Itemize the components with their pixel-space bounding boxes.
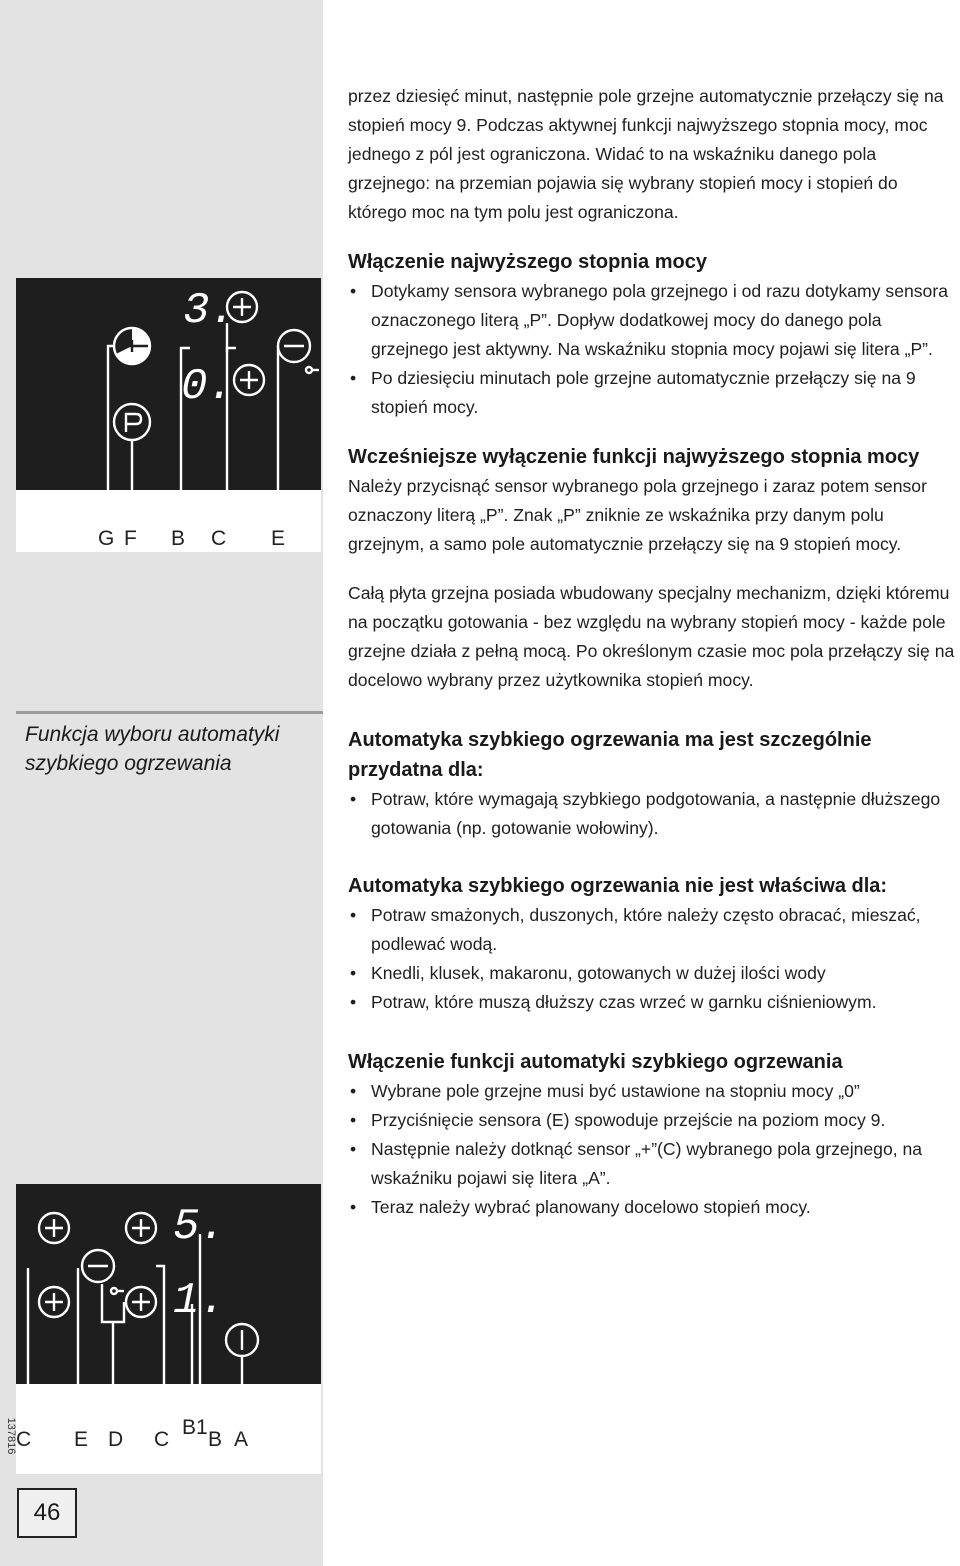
section-suitable-for: [348, 725, 956, 843]
power-level-digit-top: 5.: [173, 1202, 226, 1252]
bullet-list: [348, 901, 956, 1017]
list-item: • Potraw, które wymagają szybkiego podgotowania, a następnie dłuższego gotowania (np. gotowanie wołowiny).: [348, 785, 956, 843]
label-b: B: [208, 1428, 223, 1451]
list-item: • Dotykamy sensora wybranego pola grzejnego i od razu dotykamy sensora oznaczonego literą „P”. Dopływ dodatkowej mocy do danego pola grzejnego jest aktywny. Na wskaźniku stopnia mocy pojawi się litera „P”.: [348, 277, 956, 364]
page-number: 46: [17, 1488, 77, 1538]
list-item: • Przyciśnięcie sensora (E) spowoduje przejście na poziom mocy 9.: [348, 1106, 956, 1135]
lock-key-icon: [306, 367, 312, 373]
power-level-digit-bottom: 0.: [181, 362, 234, 412]
label-c-left: C: [16, 1428, 32, 1451]
main-content: [348, 82, 956, 1222]
list-item: • Knedli, klusek, makaronu, gotowanych w dużej ilości wody: [348, 959, 956, 988]
label-c: C: [211, 527, 227, 550]
diagram-top-labels: [16, 490, 321, 552]
label-a: A: [234, 1428, 249, 1451]
bullet-list: [348, 785, 956, 843]
label-g: G: [98, 527, 115, 550]
list-item: • Następnie należy dotknąć sensor „+”(C) wybranego pola grzejnego, na wskaźniku pojawi się litera „A”.: [348, 1135, 956, 1193]
power-level-digit-bottom: 1.: [173, 1276, 226, 1326]
document-code: 137816: [5, 1417, 17, 1455]
control-panel-top-svg: [16, 278, 321, 490]
control-panel-diagram-top: [16, 278, 321, 490]
sidebar-divider: [16, 711, 323, 714]
intro-paragraph: przez dziesięć minut, następnie pole grzejne automatycznie przełączy się na stopień mocy 9. Podczas aktywnej funkcji najwyższego stopnia mocy, moc jednego z pól jest ograniczona. Widać to na wskaźniku danego pola grzejnego: na przemian pojawia się wybrany stopień mocy i stopień do którego moc na tym polu jest ograniczona.: [348, 86, 944, 222]
lock-key-icon: [111, 1288, 117, 1294]
label-e: E: [271, 527, 286, 550]
section-heading: Włączenie funkcji automatyki szybkiego ogrzewania: [348, 1051, 843, 1073]
label-d: D: [108, 1428, 124, 1451]
bullet-list: [348, 1077, 956, 1222]
power-level-digit-top: 3.: [183, 286, 236, 336]
section-max-power-off: [348, 442, 956, 559]
label-f: F: [124, 527, 137, 550]
label-c-mid: C: [154, 1428, 170, 1451]
section-max-power-on: [348, 247, 956, 422]
list-item: • Po dziesięciu minutach pole grzejne automatycznie przełączy się na 9 stopień mocy.: [348, 364, 956, 422]
list-item: • Potraw, które muszą dłuższy czas wrzeć w garnku ciśnieniowym.: [348, 988, 956, 1017]
diagram-bottom-labels: [16, 1384, 321, 1474]
section-heading: Automatyka szybkiego ogrzewania ma jest szczególnie przydatna dla:: [348, 729, 872, 781]
label-e: E: [74, 1428, 89, 1451]
control-panel-diagram-bottom: [16, 1184, 321, 1384]
section-text: Całą płyta grzejna posiada wbudowany specjalny mechanizm, dzięki któremu na początku gotowania - bez względu na wybrany stopień mocy - każde pole grzejne działa z pełną mocą. Po określonym czasie moc pola przełączy się na docelowo wybrany przez użytkownika stopień mocy.: [348, 583, 955, 690]
section-heading: Automatyka szybkiego ogrzewania nie jest właściwa dla:: [348, 875, 888, 897]
p-key-icon: [114, 404, 150, 440]
list-item: • Teraz należy wybrać planowany docelowo stopień mocy.: [348, 1193, 956, 1222]
section-quick-heat-intro: [348, 579, 956, 695]
list-item: • Wybrane pole grzejne musi być ustawione na stopniu mocy „0”: [348, 1077, 956, 1106]
section-quick-heat-on: [348, 1047, 956, 1222]
section-heading: Włączenie najwyższego stopnia mocy: [348, 251, 707, 273]
section-title: Funkcja wyboru automatyki szybkiego ogrzewania: [25, 723, 280, 775]
section-text: Należy przycisnąć sensor wybranego pola grzejnego i zaraz potem sensor oznaczony literą „P”. Znak „P” zniknie ze wskaźnika przy danym polu grzejnym, a samo pole automatycznie przełączy się na 9 stopień mocy.: [348, 476, 927, 554]
control-panel-bottom-svg: [16, 1184, 321, 1384]
section-heading: Wcześniejsze wyłączenie funkcji najwyższego stopnia mocy: [348, 446, 920, 468]
label-b: B: [171, 527, 186, 550]
section-not-suitable-for: [348, 871, 956, 1017]
bullet-list: [348, 277, 956, 422]
list-item: • Potraw smażonych, duszonych, które należy często obracać, mieszać, podlewać wodą.: [348, 901, 956, 959]
label-b1: B1: [182, 1416, 208, 1439]
